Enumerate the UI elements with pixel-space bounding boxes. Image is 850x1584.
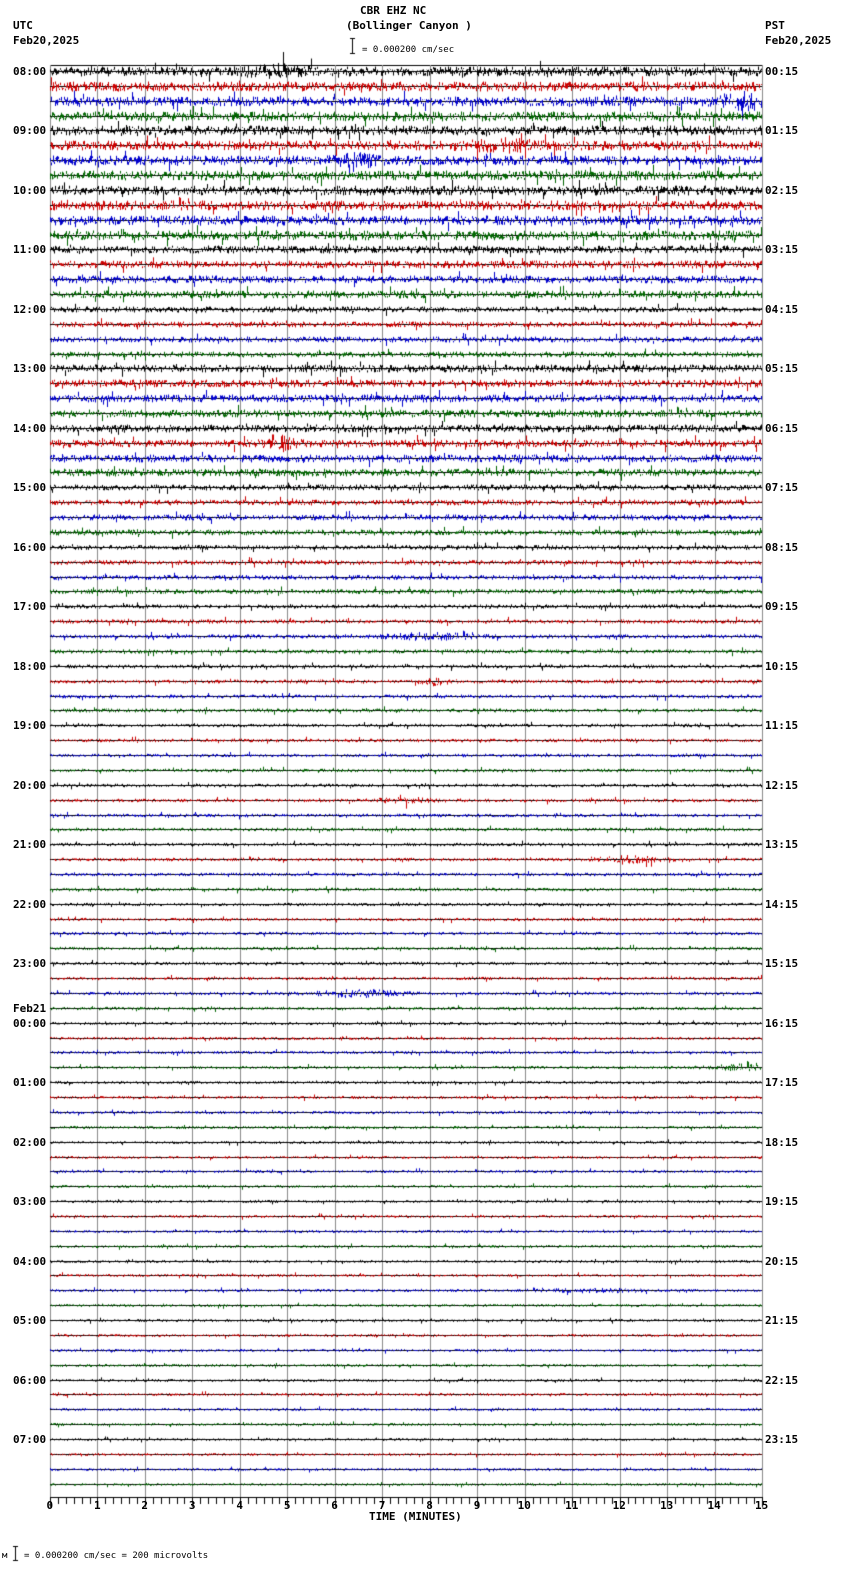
utc-hour-label: 10:00 — [13, 184, 47, 197]
pst-hour-label: 20:15 — [765, 1255, 799, 1268]
x-tick-label: 3 — [188, 1499, 196, 1512]
pst-hour-label: 01:15 — [765, 124, 799, 137]
x-tick-label: 15 — [755, 1499, 769, 1512]
pst-hour-label: 17:15 — [765, 1076, 799, 1089]
pst-hour-label: 02:15 — [765, 184, 799, 197]
station-location: (Bollinger Canyon ) — [346, 19, 472, 32]
x-tick-label: 11 — [565, 1499, 579, 1512]
pst-hour-label: 15:15 — [765, 957, 799, 970]
pst-hour-label: 00:15 — [765, 65, 799, 78]
pst-hour-label: 05:15 — [765, 362, 799, 375]
utc-hour-label: 17:00 — [13, 600, 47, 613]
utc-hour-label: 14:00 — [13, 422, 47, 435]
pst-hour-label: 13:15 — [765, 838, 799, 851]
x-tick-label: 2 — [141, 1499, 149, 1512]
utc-hour-label: 23:00 — [13, 957, 47, 970]
pst-hour-label: 23:15 — [765, 1433, 799, 1446]
utc-hour-label: 15:00 — [13, 481, 47, 494]
utc-hour-label: 05:00 — [13, 1314, 47, 1327]
x-tick-label: 10 — [517, 1499, 531, 1512]
pst-hour-label: 21:15 — [765, 1314, 799, 1327]
x-tick-label: 1 — [93, 1499, 101, 1512]
pst-hour-label: 06:15 — [765, 422, 799, 435]
x-axis-label: TIME (MINUTES) — [369, 1510, 462, 1523]
left-timezone: UTC — [13, 19, 33, 32]
pst-hour-label: 11:15 — [765, 719, 799, 732]
footer-prefix: м — [2, 1551, 8, 1561]
pst-hour-label: 22:15 — [765, 1374, 799, 1387]
utc-hour-label: 18:00 — [13, 660, 47, 673]
utc-hour-label: 00:00 — [13, 1017, 47, 1030]
station-title: CBR EHZ NC — [360, 4, 427, 17]
utc-hour-label: 04:00 — [13, 1255, 47, 1268]
pst-hour-label: 07:15 — [765, 481, 799, 494]
pst-hour-label: 08:15 — [765, 541, 799, 554]
x-tick-label: 5 — [283, 1499, 291, 1512]
utc-hour-label: 16:00 — [13, 541, 47, 554]
pst-hour-label: 16:15 — [765, 1017, 799, 1030]
x-tick-label: 6 — [331, 1499, 338, 1512]
utc-hour-label: 19:00 — [13, 719, 47, 732]
pst-hour-label: 14:15 — [765, 898, 799, 911]
utc-hour-label: 06:00 — [13, 1374, 47, 1387]
x-tick-label: 7 — [378, 1499, 386, 1512]
x-tick-label: 0 — [46, 1499, 54, 1512]
utc-hour-label: 22:00 — [13, 898, 47, 911]
utc-hour-label: 02:00 — [13, 1136, 47, 1149]
utc-hour-label: 12:00 — [13, 303, 47, 316]
pst-hour-label: 18:15 — [765, 1136, 799, 1149]
x-tick-label: 8 — [426, 1499, 433, 1512]
date-change-label: Feb21 — [13, 1002, 47, 1015]
pst-hour-label: 03:15 — [765, 243, 799, 256]
utc-hour-label: 09:00 — [13, 124, 47, 137]
right-date: Feb20,2025 — [765, 34, 832, 47]
x-tick-label: 9 — [473, 1499, 481, 1512]
pst-hour-label: 09:15 — [765, 600, 799, 613]
pst-hour-label: 19:15 — [765, 1195, 799, 1208]
x-tick-label: 14 — [707, 1499, 721, 1512]
footer-scale-text: = 0.000200 cm/sec = 200 microvolts — [24, 1551, 209, 1561]
scale-legend: = 0.000200 cm/sec — [362, 45, 455, 55]
pst-hour-label: 12:15 — [765, 779, 799, 792]
utc-hour-label: 11:00 — [13, 243, 47, 256]
pst-hour-label: 10:15 — [765, 660, 799, 673]
utc-hour-label: 08:00 — [13, 65, 47, 78]
left-date: Feb20,2025 — [13, 34, 80, 47]
utc-hour-label: 07:00 — [13, 1433, 47, 1446]
right-timezone: PST — [765, 19, 785, 32]
utc-hour-label: 13:00 — [13, 362, 47, 375]
x-tick-label: 13 — [660, 1499, 674, 1512]
x-tick-label: 12 — [612, 1499, 626, 1512]
utc-hour-label: 21:00 — [13, 838, 47, 851]
utc-hour-label: 01:00 — [13, 1076, 47, 1089]
utc-hour-label: 03:00 — [13, 1195, 47, 1208]
pst-hour-label: 04:15 — [765, 303, 799, 316]
x-tick-label: 4 — [236, 1499, 243, 1512]
utc-hour-label: 20:00 — [13, 779, 47, 792]
